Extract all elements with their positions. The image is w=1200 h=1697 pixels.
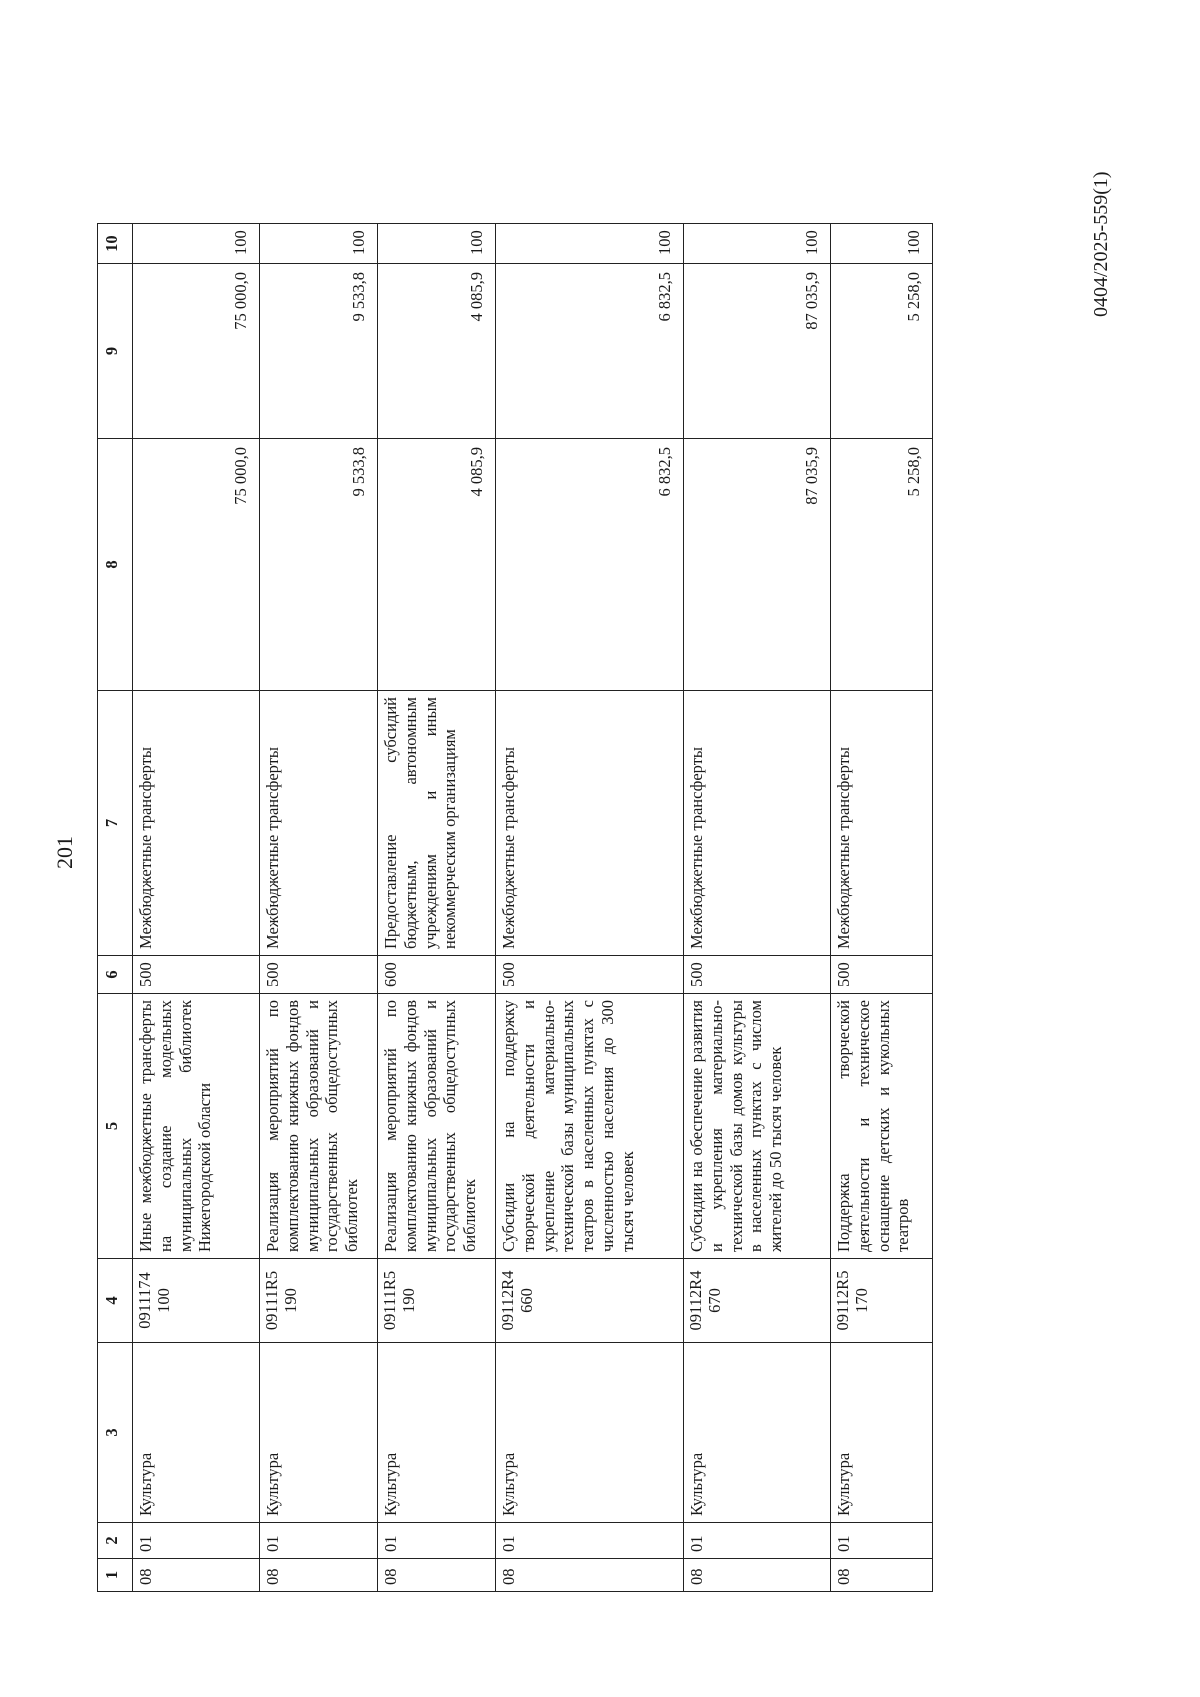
section-code: 08: [496, 1559, 684, 1592]
executed-amount: 5 258,0: [831, 264, 933, 439]
expense-type-code: 500: [684, 956, 831, 994]
expense-type-code: 500: [260, 956, 378, 994]
executed-amount: 4 085,9: [378, 264, 496, 439]
column-header: 6: [98, 956, 133, 994]
section-code: 08: [378, 1559, 496, 1592]
expense-type-name: Межбюджетные трансферты: [831, 691, 933, 956]
expense-type-name: Предоставление субсидий бюджетным, автономным учреждениям и иным некоммерческим организациям: [378, 691, 496, 956]
column-header: 10: [98, 224, 133, 264]
expense-type-code: 500: [831, 956, 933, 994]
document-number: 0404/2025-559(1): [1090, 171, 1112, 317]
expense-type-code: 500: [133, 956, 260, 994]
planned-amount: 4 085,9: [378, 439, 496, 691]
table-row: [133, 224, 260, 1592]
section-code: 08: [684, 1559, 831, 1592]
planned-amount: 9 533,8: [260, 439, 378, 691]
expense-description: Иные межбюджетные трансферты на создание модельных муниципальных библиотек Нижегородской области: [133, 994, 260, 1259]
section-name: Культура: [378, 1343, 496, 1523]
budget-table: [97, 223, 933, 1592]
target-article-code: 09112R5 170: [831, 1259, 933, 1343]
column-header: 9: [98, 264, 133, 439]
executed-amount: 75 000,0: [133, 264, 260, 439]
executed-amount: 87 035,9: [684, 264, 831, 439]
execution-percent: 100: [133, 224, 260, 264]
subsection-code: 01: [831, 1523, 933, 1559]
table-row: [378, 224, 496, 1592]
expense-type-name: Межбюджетные трансферты: [133, 691, 260, 956]
planned-amount: 87 035,9: [684, 439, 831, 691]
expense-description: Поддержка творческой деятельности и техническое оснащение детских и кукольных театров: [831, 994, 933, 1259]
section-code: 08: [260, 1559, 378, 1592]
expense-type-code: 500: [496, 956, 684, 994]
section-name: Культура: [831, 1343, 933, 1523]
section-name: Культура: [133, 1343, 260, 1523]
column-header: 5: [98, 994, 133, 1259]
column-header: 4: [98, 1259, 133, 1343]
subsection-code: 01: [378, 1523, 496, 1559]
planned-amount: 6 832,5: [496, 439, 684, 691]
expense-type-name: Межбюджетные трансферты: [684, 691, 831, 956]
expense-type-code: 600: [378, 956, 496, 994]
table-row: [684, 224, 831, 1592]
expense-description: Субсидии на поддержку творческой деятельности и укрепление материально-технической базы муниципальных театров в населенных пунктах с численностью населения до 300 тысяч человек: [496, 994, 684, 1259]
page-number: 201: [52, 836, 77, 869]
target-article-code: 09111R5 190: [378, 1259, 496, 1343]
column-header: 7: [98, 691, 133, 956]
expense-type-name: Межбюджетные трансферты: [496, 691, 684, 956]
section-code: 08: [831, 1559, 933, 1592]
section-code: 08: [133, 1559, 260, 1592]
execution-percent: 100: [378, 224, 496, 264]
executed-amount: 6 832,5: [496, 264, 684, 439]
subsection-code: 01: [684, 1523, 831, 1559]
subsection-code: 01: [496, 1523, 684, 1559]
subsection-code: 01: [133, 1523, 260, 1559]
column-header: 3: [98, 1343, 133, 1523]
column-header: 8: [98, 439, 133, 691]
section-name: Культура: [496, 1343, 684, 1523]
table-row: [260, 224, 378, 1592]
target-article-code: 0911174 100: [133, 1259, 260, 1343]
planned-amount: 5 258,0: [831, 439, 933, 691]
section-name: Культура: [260, 1343, 378, 1523]
expense-type-name: Межбюджетные трансферты: [260, 691, 378, 956]
expense-description: Реализация мероприятий по комплектованию книжных фондов муниципальных образований и государственных общедоступных библиотек: [378, 994, 496, 1259]
table-row: [496, 224, 684, 1592]
planned-amount: 75 000,0: [133, 439, 260, 691]
header-row: [98, 224, 133, 1592]
subsection-code: 01: [260, 1523, 378, 1559]
target-article-code: 09112R4 660: [496, 1259, 684, 1343]
execution-percent: 100: [496, 224, 684, 264]
column-header: 1: [98, 1559, 133, 1592]
table-row: [831, 224, 933, 1592]
executed-amount: 9 533,8: [260, 264, 378, 439]
target-article-code: 09111R5 190: [260, 1259, 378, 1343]
target-article-code: 09112R4 670: [684, 1259, 831, 1343]
execution-percent: 100: [684, 224, 831, 264]
execution-percent: 100: [260, 224, 378, 264]
section-name: Культура: [684, 1343, 831, 1523]
column-header: 2: [98, 1523, 133, 1559]
expense-description: Реализация мероприятий по комплектованию книжных фондов муниципальных образований и государственных общедоступных библиотек: [260, 994, 378, 1259]
expense-description: Субсидии на обеспечение развития и укрепления материально-технической базы домов культуры в населенных пунктах с числом жителей до 50 тысяч человек: [684, 994, 831, 1259]
execution-percent: 100: [831, 224, 933, 264]
